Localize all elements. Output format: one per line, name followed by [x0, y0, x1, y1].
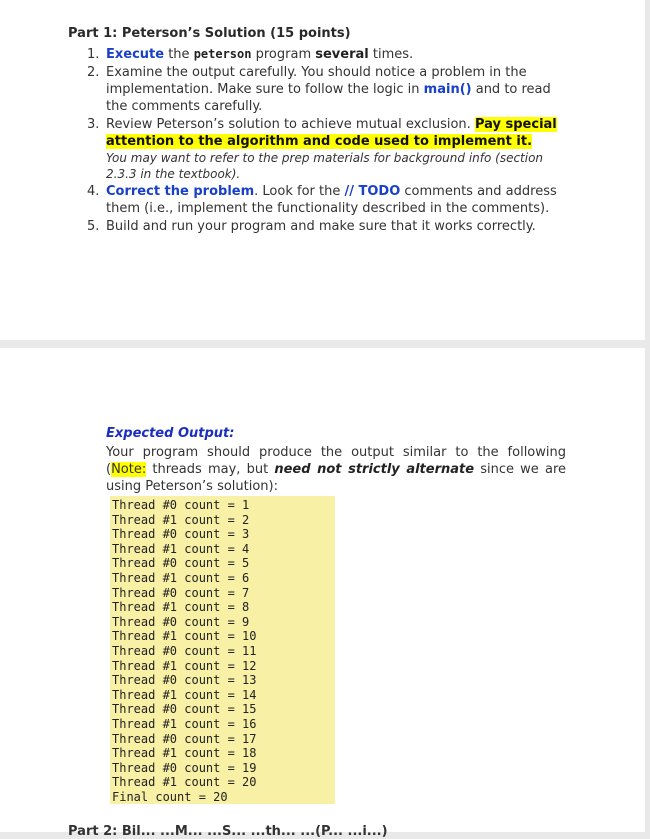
document-page-2 — [0, 348, 645, 839]
document-page-1 — [0, 0, 645, 340]
output-line: Thread #1 count = 4 — [112, 541, 250, 556]
step-1 — [87, 46, 568, 63]
output-line: Thread #1 count = 18 — [112, 746, 257, 761]
step-text: Review Peterson’s solution to achieve mutual exclusion. — [106, 117, 475, 132]
step-text: the — [164, 47, 194, 62]
note-label: Note: — [111, 462, 147, 477]
step-5 — [87, 218, 568, 235]
desc-text: threads may, but — [146, 462, 275, 477]
next-section-heading-cut: Part 2: Bil... ...M... ...S... ...th... ...(P... ...i...) — [68, 824, 388, 839]
step-text-correct: Correct the problem — [106, 184, 255, 199]
output-line: Thread #0 count = 13 — [112, 673, 257, 688]
highlighted-instruction: Pay special attention to the algorithm and code used to implement it. — [106, 117, 557, 149]
output-line: Thread #0 count = 19 — [112, 760, 257, 775]
instruction-steps — [87, 46, 568, 236]
output-line: Thread #1 count = 16 — [112, 716, 257, 731]
desc-text: Your program should produce the output similar to the following ( — [106, 445, 566, 477]
step-text: . Look for the — [254, 184, 345, 199]
step-text: Examine the output carefully. You should notice a problem in the implementation. Make sure to follow the logic in — [106, 65, 527, 97]
step-2 — [87, 64, 568, 115]
expected-output-description — [106, 444, 566, 495]
step-number: 3. — [87, 117, 100, 132]
step-text-execute: Execute — [106, 47, 165, 62]
step-text: comments and address them (i.e., implement the functionality described in the comments). — [106, 184, 557, 216]
step-text: program — [251, 47, 316, 62]
step-number: 2. — [87, 65, 100, 80]
output-line: Thread #0 count = 5 — [112, 556, 250, 571]
output-line: Thread #0 count = 7 — [112, 585, 250, 600]
step-text-several: several — [315, 47, 369, 62]
step-3 — [87, 116, 568, 182]
desc-emphasis: need not strictly alternate — [274, 462, 475, 477]
program-name: peterson — [193, 47, 252, 61]
step-number: 5. — [87, 219, 100, 234]
output-line: Thread #0 count = 9 — [112, 614, 250, 629]
part1-heading: Part 1: Peterson’s Solution (15 points) — [68, 26, 351, 41]
output-line: Thread #1 count = 2 — [112, 512, 250, 527]
output-line: Thread #0 count = 17 — [112, 731, 257, 746]
todo-comment-ref: // TODO — [344, 184, 401, 199]
step-text: Build and run your program and make sure that it works correctly. — [106, 219, 536, 234]
output-line: Thread #1 count = 12 — [112, 658, 257, 673]
output-line: Thread #1 count = 6 — [112, 570, 250, 585]
output-line: Thread #1 count = 10 — [112, 629, 257, 644]
prep-materials-note: You may want to refer to the prep materials for background info (section 2.3.3 in the textbook). — [106, 151, 544, 181]
step-number: 1. — [87, 47, 100, 62]
main-function-ref: main() — [423, 82, 472, 97]
expected-output-title: Expected Output: — [106, 426, 235, 441]
output-line: Thread #0 count = 1 — [112, 498, 250, 512]
step-text: times. — [368, 47, 414, 62]
output-line: Final count = 20 — [112, 789, 228, 804]
output-line: Thread #1 count = 20 — [112, 775, 257, 790]
step-number: 4. — [87, 184, 100, 199]
output-line: Thread #0 count = 11 — [112, 643, 257, 658]
output-line: Thread #0 count = 3 — [112, 527, 250, 542]
step-4 — [87, 183, 568, 217]
expected-output-box — [110, 496, 335, 804]
output-line: Thread #1 count = 14 — [112, 687, 257, 702]
output-line: Thread #1 count = 8 — [112, 600, 250, 615]
desc-text: since we are using Peterson’s solution): — [106, 462, 566, 494]
output-line: Thread #0 count = 15 — [112, 702, 257, 717]
step-text: and to read the comments carefully. — [106, 82, 551, 114]
